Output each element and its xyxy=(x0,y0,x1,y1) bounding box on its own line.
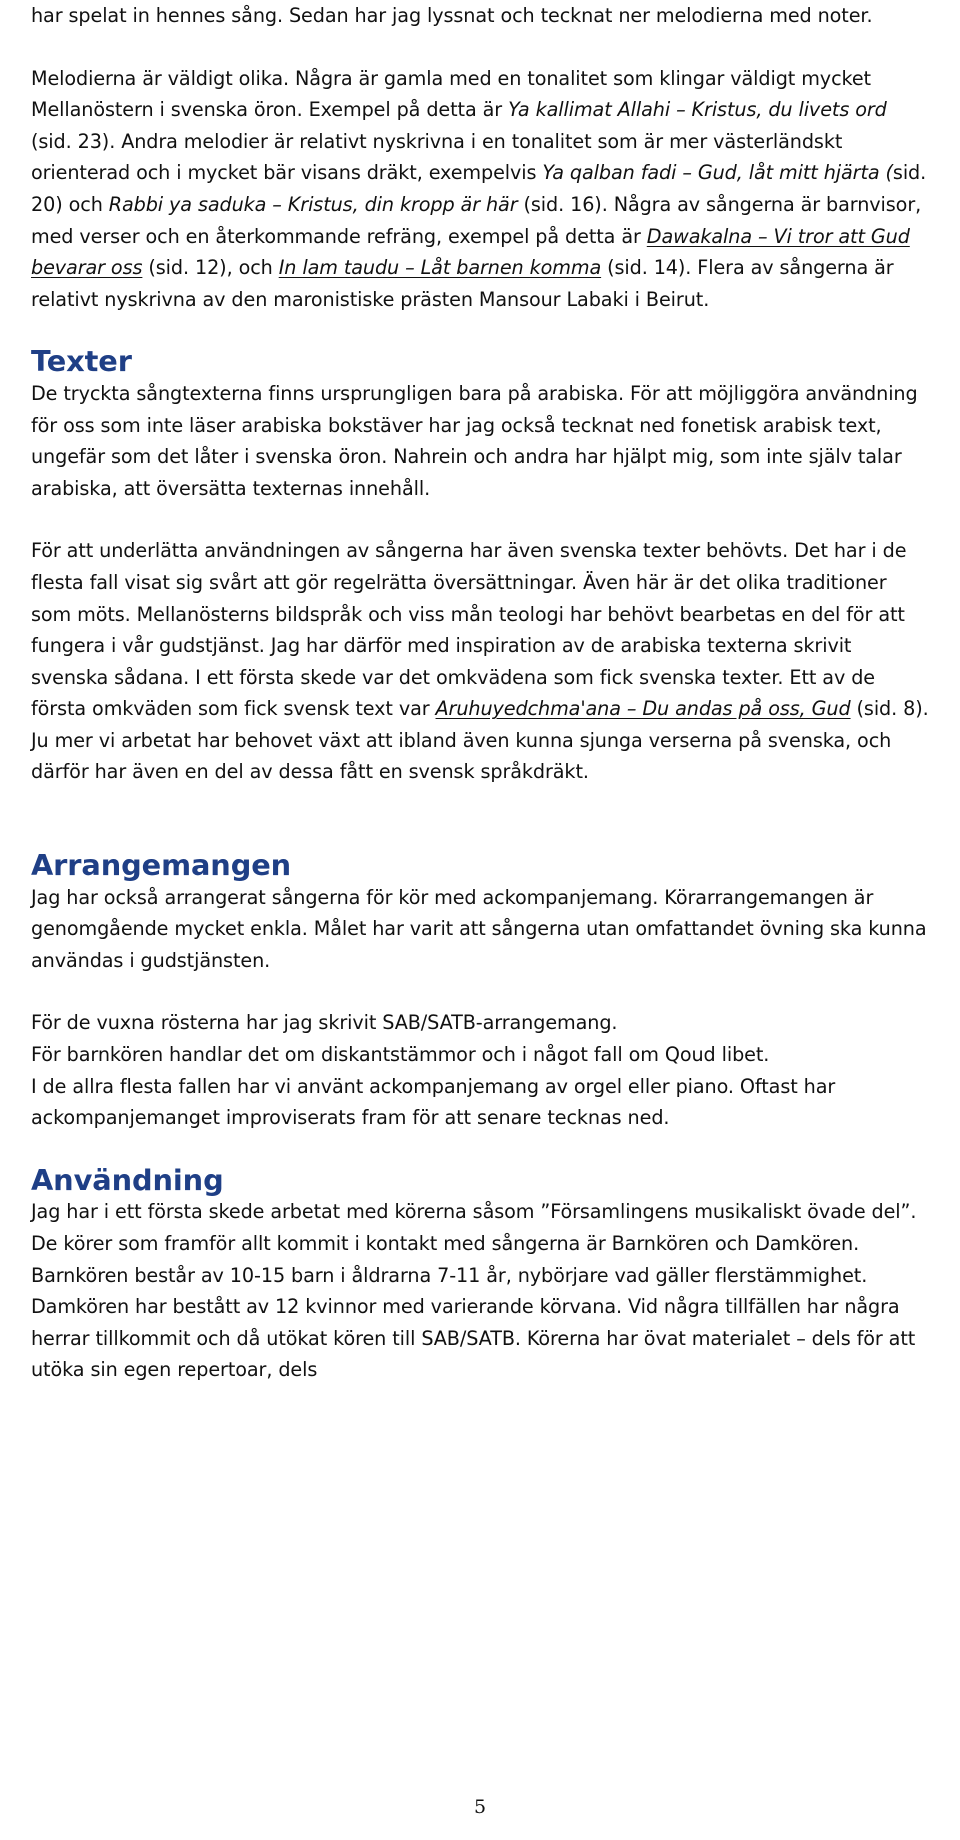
paragraph-texter-1: De tryckta sångtexterna finns ursprungligen bara på arabiska. För att möjliggöra användning för oss som inte läser arabiska bokstäver har jag också tecknat ned fonetisk arabisk text, ungefär som det låter i svenska öron. Nahrein och andra har hjälpt mig, som inte själv talar arabiska, att översätta texternas innehåll. xyxy=(31,381,918,500)
paragraph-arrangemangen-2 xyxy=(31,1007,931,1133)
section-heading-arrangemangen: Arrangemangen xyxy=(31,848,292,883)
text-span: (sid. 23). Andra melodier är relativt nyskrivna i en tonalitet som är mer västerländskt orienterad och i mycket bär visans dräkt, exempelvis xyxy=(31,129,843,185)
document-page xyxy=(31,0,931,1386)
text-span: (sid. 8). Ju mer vi arbetat har behovet växt att ibland även kunna sjunga verserna på svenska, och därför har även en del av dessa fått en svensk språkdräkt. xyxy=(31,697,929,784)
paragraph-texter-2 xyxy=(31,535,931,788)
spacer xyxy=(31,788,931,850)
text-line: För de vuxna rösterna har jag skrivit SAB/SATB-arrangemang. xyxy=(31,1011,618,1035)
song-title: Rabbi ya saduka – Kristus, din kropp är här xyxy=(108,192,518,216)
song-title: In lam taudu – Låt barnen komma xyxy=(278,256,602,280)
song-title: Dawakalna – Vi tror att Gud bevarar oss xyxy=(31,224,910,280)
text-span: (sid. 12), och xyxy=(142,256,279,280)
song-title: Aruhuyedchma'ana – Du andas på oss, Gud xyxy=(435,697,851,721)
text-line: För barnkören handlar det om diskantstämmor och i något fall om Qoud libet. xyxy=(31,1043,770,1067)
paragraph-melodies xyxy=(31,63,931,316)
spacer xyxy=(31,1134,931,1165)
text-span: Melodierna är väldigt olika. Några är gamla med en tonalitet som klingar väldigt mycket Mellanöstern i svenska öron. Exempel på detta är xyxy=(31,66,871,122)
spacer xyxy=(31,976,931,1007)
spacer xyxy=(31,315,931,346)
paragraph-anvandning-1: Jag har i ett första skede arbetat med körerna såsom ”Församlingens musikaliskt övade del”. De körer som framför allt kommit i kontakt med sångerna är Barnkören och Damkören. Barnkören består av 10-15 barn i åldrarna 7-11 år, nybörjare vad gäller flerstämmighet. Damkören har bestått av 12 kvinnor med varierande körvana. Vid några tillfällen har några herrar tillkommit och då utökat kören till SAB/SATB. Körerna har övat materialet – dels för att utöka sin egen repertoar, dels xyxy=(31,1200,917,1382)
page-number: 5 xyxy=(473,1796,487,1818)
text-span: (sid. 16). Några av sångerna är barnvisor, med verser och en återkommande refräng, exempel på detta är xyxy=(31,192,922,248)
section-heading-anvandning: Användning xyxy=(31,1162,224,1197)
text-span: (sid. 14). Flera av sångerna är relativt nyskrivna av den maronistiske prästen Mansour Labaki i Beirut. xyxy=(31,256,894,311)
song-title: Ya qalban fadi – Gud, låt mitt hjärta ( xyxy=(542,161,893,185)
text-span: sid. 20) och xyxy=(31,161,927,216)
paragraph-arrangemangen-1: Jag har också arrangerat sångerna för kör med ackompanjemang. Körarrangemangen är genomgående mycket enkla. Målet har varit att sångerna utan omfattandet övning ska kunna användas i gudstjänsten. xyxy=(31,885,927,972)
text-line: I de allra flesta fallen har vi använt ackompanjemang av orgel eller piano. Oftast har ackompanjemanget improviserats fram för att senare tecknas ned. xyxy=(31,1074,836,1130)
section-heading-texter: Texter xyxy=(31,344,132,379)
text-span: För att underlätta användningen av sångerna har även svenska texter behövts. Det har i de flesta fall visat sig svårt att gör regelrätta översättningar. Även här är det olika traditioner som möts. Mellanösterns bildspråk och viss mån teologi har behövt bearbetas en del för att fungera i vår gudstjänst. Jag har därför med inspiration av de arabiska texterna skrivit svenska sådana. I ett första skede var det omkvädena som fick svenska texter. Ett av de första omkväden som fick svensk text var xyxy=(31,539,907,721)
spacer xyxy=(31,504,931,535)
song-title: Ya kallimat Allahi – Kristus, du livets ord xyxy=(508,98,887,122)
spacer xyxy=(31,32,931,63)
paragraph-intro: har spelat in hennes sång. Sedan har jag lyssnat och tecknat ner melodierna med noter. xyxy=(31,4,873,27)
